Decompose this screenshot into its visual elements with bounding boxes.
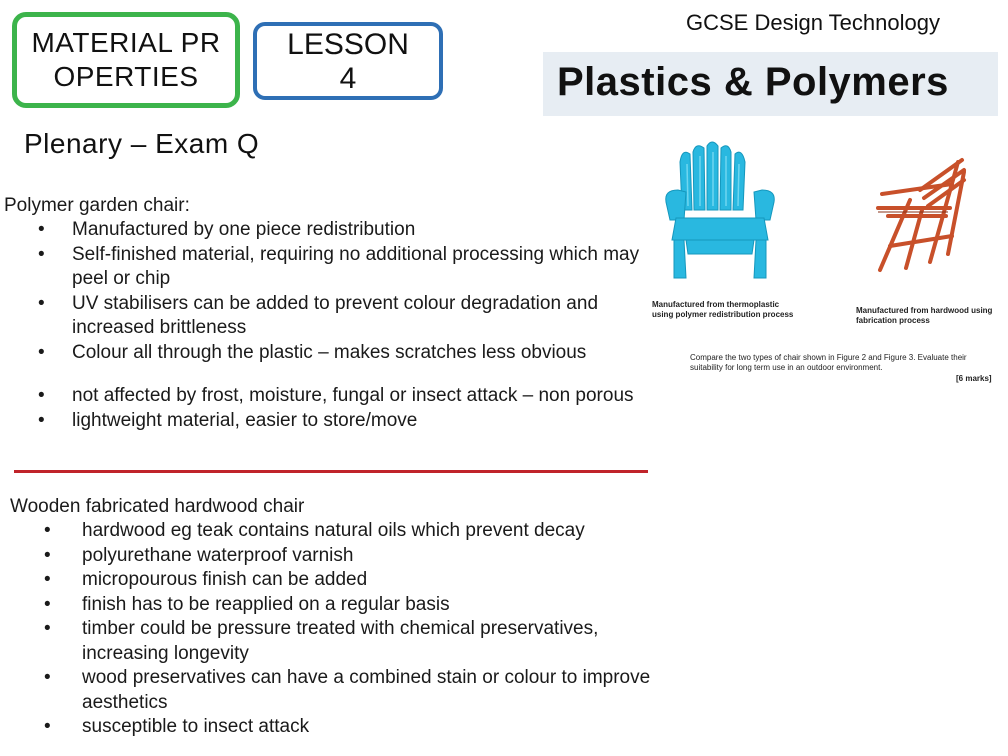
list-item: • hardwood eg teak contains natural oils which prevent decay	[10, 519, 670, 544]
wooden-chair-caption: Manufactured from hardwood using fabrication process	[856, 306, 993, 325]
wooden-section	[10, 495, 670, 740]
polymer-section	[4, 194, 654, 433]
lesson-number: 4	[339, 62, 357, 95]
lesson-label: LESSON	[287, 28, 409, 61]
list-item: • Colour all through the plastic – makes scratches less obvious	[4, 341, 654, 366]
bullet-icon: •	[38, 292, 45, 314]
bullet-icon: •	[44, 716, 51, 737]
wooden-list	[10, 519, 670, 740]
list-item: • polyurethane waterproof varnish	[10, 544, 670, 569]
title-bar	[543, 52, 998, 116]
list-item: • micropourous finish can be added	[10, 568, 670, 593]
plastic-chair-image	[660, 140, 780, 290]
list-item: • finish has to be reapplied on a regular basis	[10, 593, 670, 618]
bullet-icon: •	[44, 520, 51, 541]
polymer-heading: Polymer garden chair:	[4, 195, 190, 216]
bullet-icon: •	[44, 593, 51, 615]
bullet-icon: •	[44, 544, 51, 566]
list-item: • susceptible to insect attack	[10, 715, 670, 740]
bullet-icon: •	[44, 618, 51, 639]
list-item: • wood preservatives can have a combined stain or colour to improve aesthetics	[44, 667, 651, 713]
wooden-chair-image	[860, 150, 970, 275]
bullet-icon: •	[44, 569, 51, 590]
marks-label: [6 marks]	[956, 374, 992, 383]
lesson-box	[253, 22, 443, 100]
topic-label: MATERIAL PROPERTIES	[31, 27, 221, 92]
bullet-icon: •	[38, 243, 45, 265]
section-divider	[14, 470, 648, 473]
list-item: • timber could be pressure treated with chemical preservatives, increasing longevity	[44, 618, 599, 664]
bullet-icon: •	[38, 341, 45, 363]
list-item: • Self-finished material, requiring no additional processing which may peel or chip	[38, 243, 640, 289]
bullet-icon: •	[38, 409, 45, 431]
wooden-heading: Wooden fabricated hardwood chair	[10, 496, 305, 517]
list-item: • Manufactured by one piece redistribution	[4, 218, 654, 243]
bullet-icon: •	[44, 667, 51, 688]
plastic-chair-caption: Manufactured from thermoplastic using polymer redistribution process	[652, 300, 794, 319]
page-subtitle: Plenary – Exam Q	[24, 128, 260, 159]
bullet-icon: •	[38, 219, 45, 240]
page-title: Plastics & Polymers	[557, 60, 949, 104]
list-item: • UV stabilisers can be added to prevent colour degradation and increased brittleness	[38, 292, 599, 338]
topic-box	[12, 12, 240, 108]
bullet-icon: •	[38, 385, 45, 406]
list-item: • lightweight material, easier to store/move	[4, 409, 654, 434]
list-item: • not affected by frost, moisture, fungal or insect attack – non porous	[4, 384, 654, 409]
course-label: GCSE Design Technology	[686, 10, 940, 35]
polymer-list	[4, 218, 654, 433]
exam-question: Compare the two types of chair shown in Figure 2 and Figure 3. Evaluate their suitability for long term use in an outdoor environment.	[690, 353, 967, 372]
